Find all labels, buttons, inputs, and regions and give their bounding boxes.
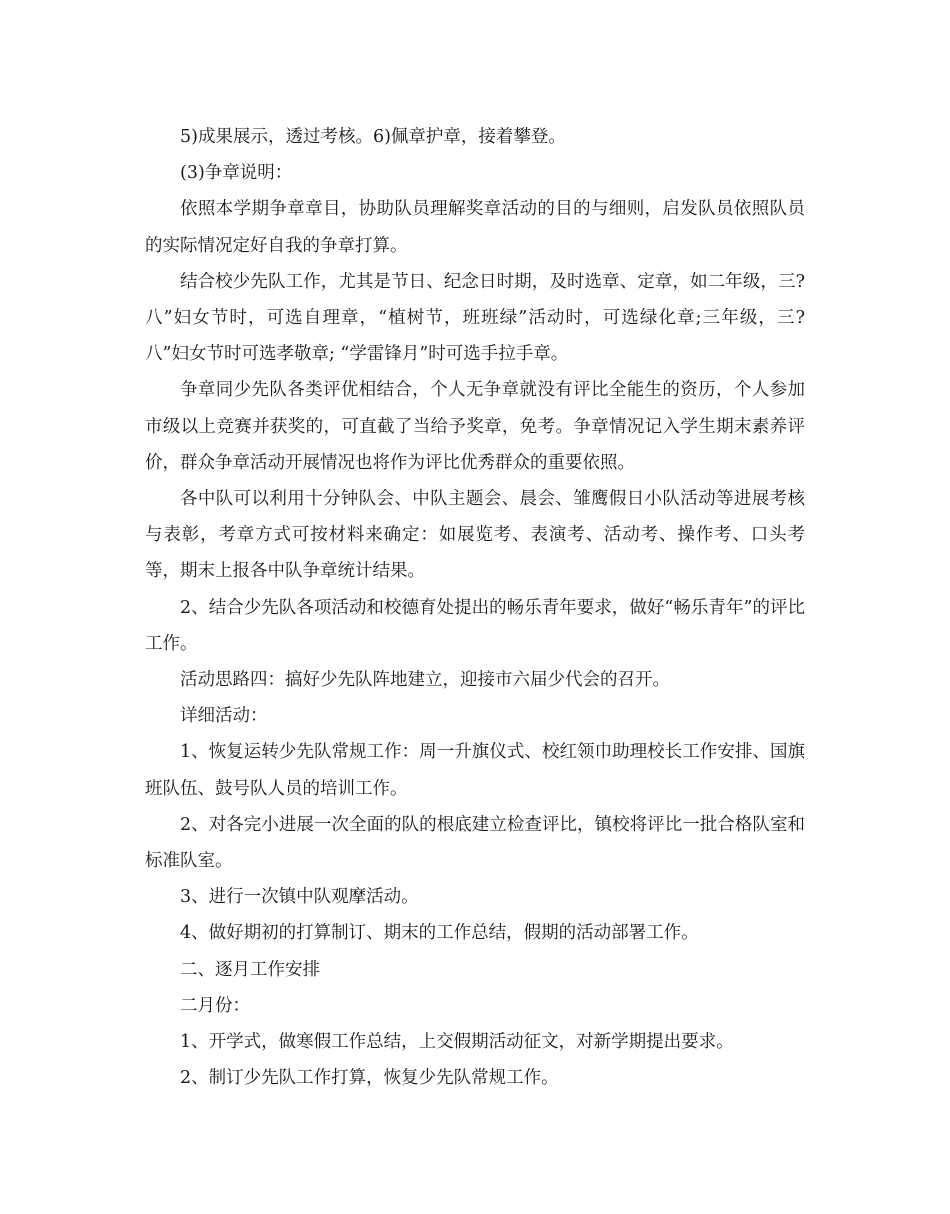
paragraph: 结合校少先队工作，尤其是节日、纪念日时期，及时选章、定章，如二年级，三?八”妇女节时，可选自理章，“植树节，班班绿”活动时，可选绿化章;三年级，三?八”妇女节时可选孝敬章; “学雷锋月”时可选手拉手章。 [145, 271, 805, 365]
paragraph: 详细活动： [180, 706, 268, 727]
paragraph: 2、制订少先队工作打算，恢复少先队常规工作。 [180, 1068, 559, 1089]
paragraph: (3)争章说明： [180, 163, 293, 184]
paragraph: 2、对各完小进展一次全面的队的根底建立检查评比，镇校将评比一批合格队室和标准队室。 [145, 814, 805, 872]
document-body [145, 119, 805, 1096]
paragraph: 4、做好期初的打算制订、期末的工作总结，假期的活动部署工作。 [180, 923, 699, 944]
paragraph: 3、进行一次镇中队观摩活动。 [180, 887, 419, 908]
paragraph: 活动思路四：搞好少先队阵地建立，迎接市六届少代会的召开。 [180, 670, 670, 691]
paragraph: 各中队可以利用十分钟队会、中队主题会、晨会、雏鹰假日小队活动等进展考核与表彰，考章方式可按材料来确定：如展览考、表演考、活动考、操作考、口头考等，期末上报各中队争章统计结果。 [145, 489, 805, 582]
paragraph: 争章同少先队各类评优相结合，个人无争章就没有评比全能生的资历，个人参加市级以上竞赛并获奖的，可直截了当给予奖章，免考。争章情况记入学生期末素养评价，群众争章活动开展情况也将作为评比优秀群众的重要依照。 [145, 380, 805, 473]
paragraph: 依照本学期争章章目，协助队员理解奖章活动的目的与细则，启发队员依照队员的实际情况定好自我的争章打算。 [145, 199, 805, 256]
paragraph: 2、结合少先队各项活动和校德育处提出的畅乐青年要求，做好“畅乐青年”的评比工作。 [145, 597, 805, 654]
section-heading: 二、逐月工作安排 [180, 959, 320, 980]
paragraph: 1、恢复运转少先队常规工作：周一升旗仪式、校红领巾助理校长工作安排、国旗班队伍、鼓号队人员的培训工作。 [145, 742, 805, 799]
paragraph: 5)成果展示，透过考核。6)佩章护章，接着攀登。 [180, 127, 566, 147]
paragraph: 1、开学式，做寒假工作总结，上交假期活动征文，对新学期提出要求。 [180, 1032, 734, 1053]
month-heading: 二月份： [180, 995, 250, 1016]
